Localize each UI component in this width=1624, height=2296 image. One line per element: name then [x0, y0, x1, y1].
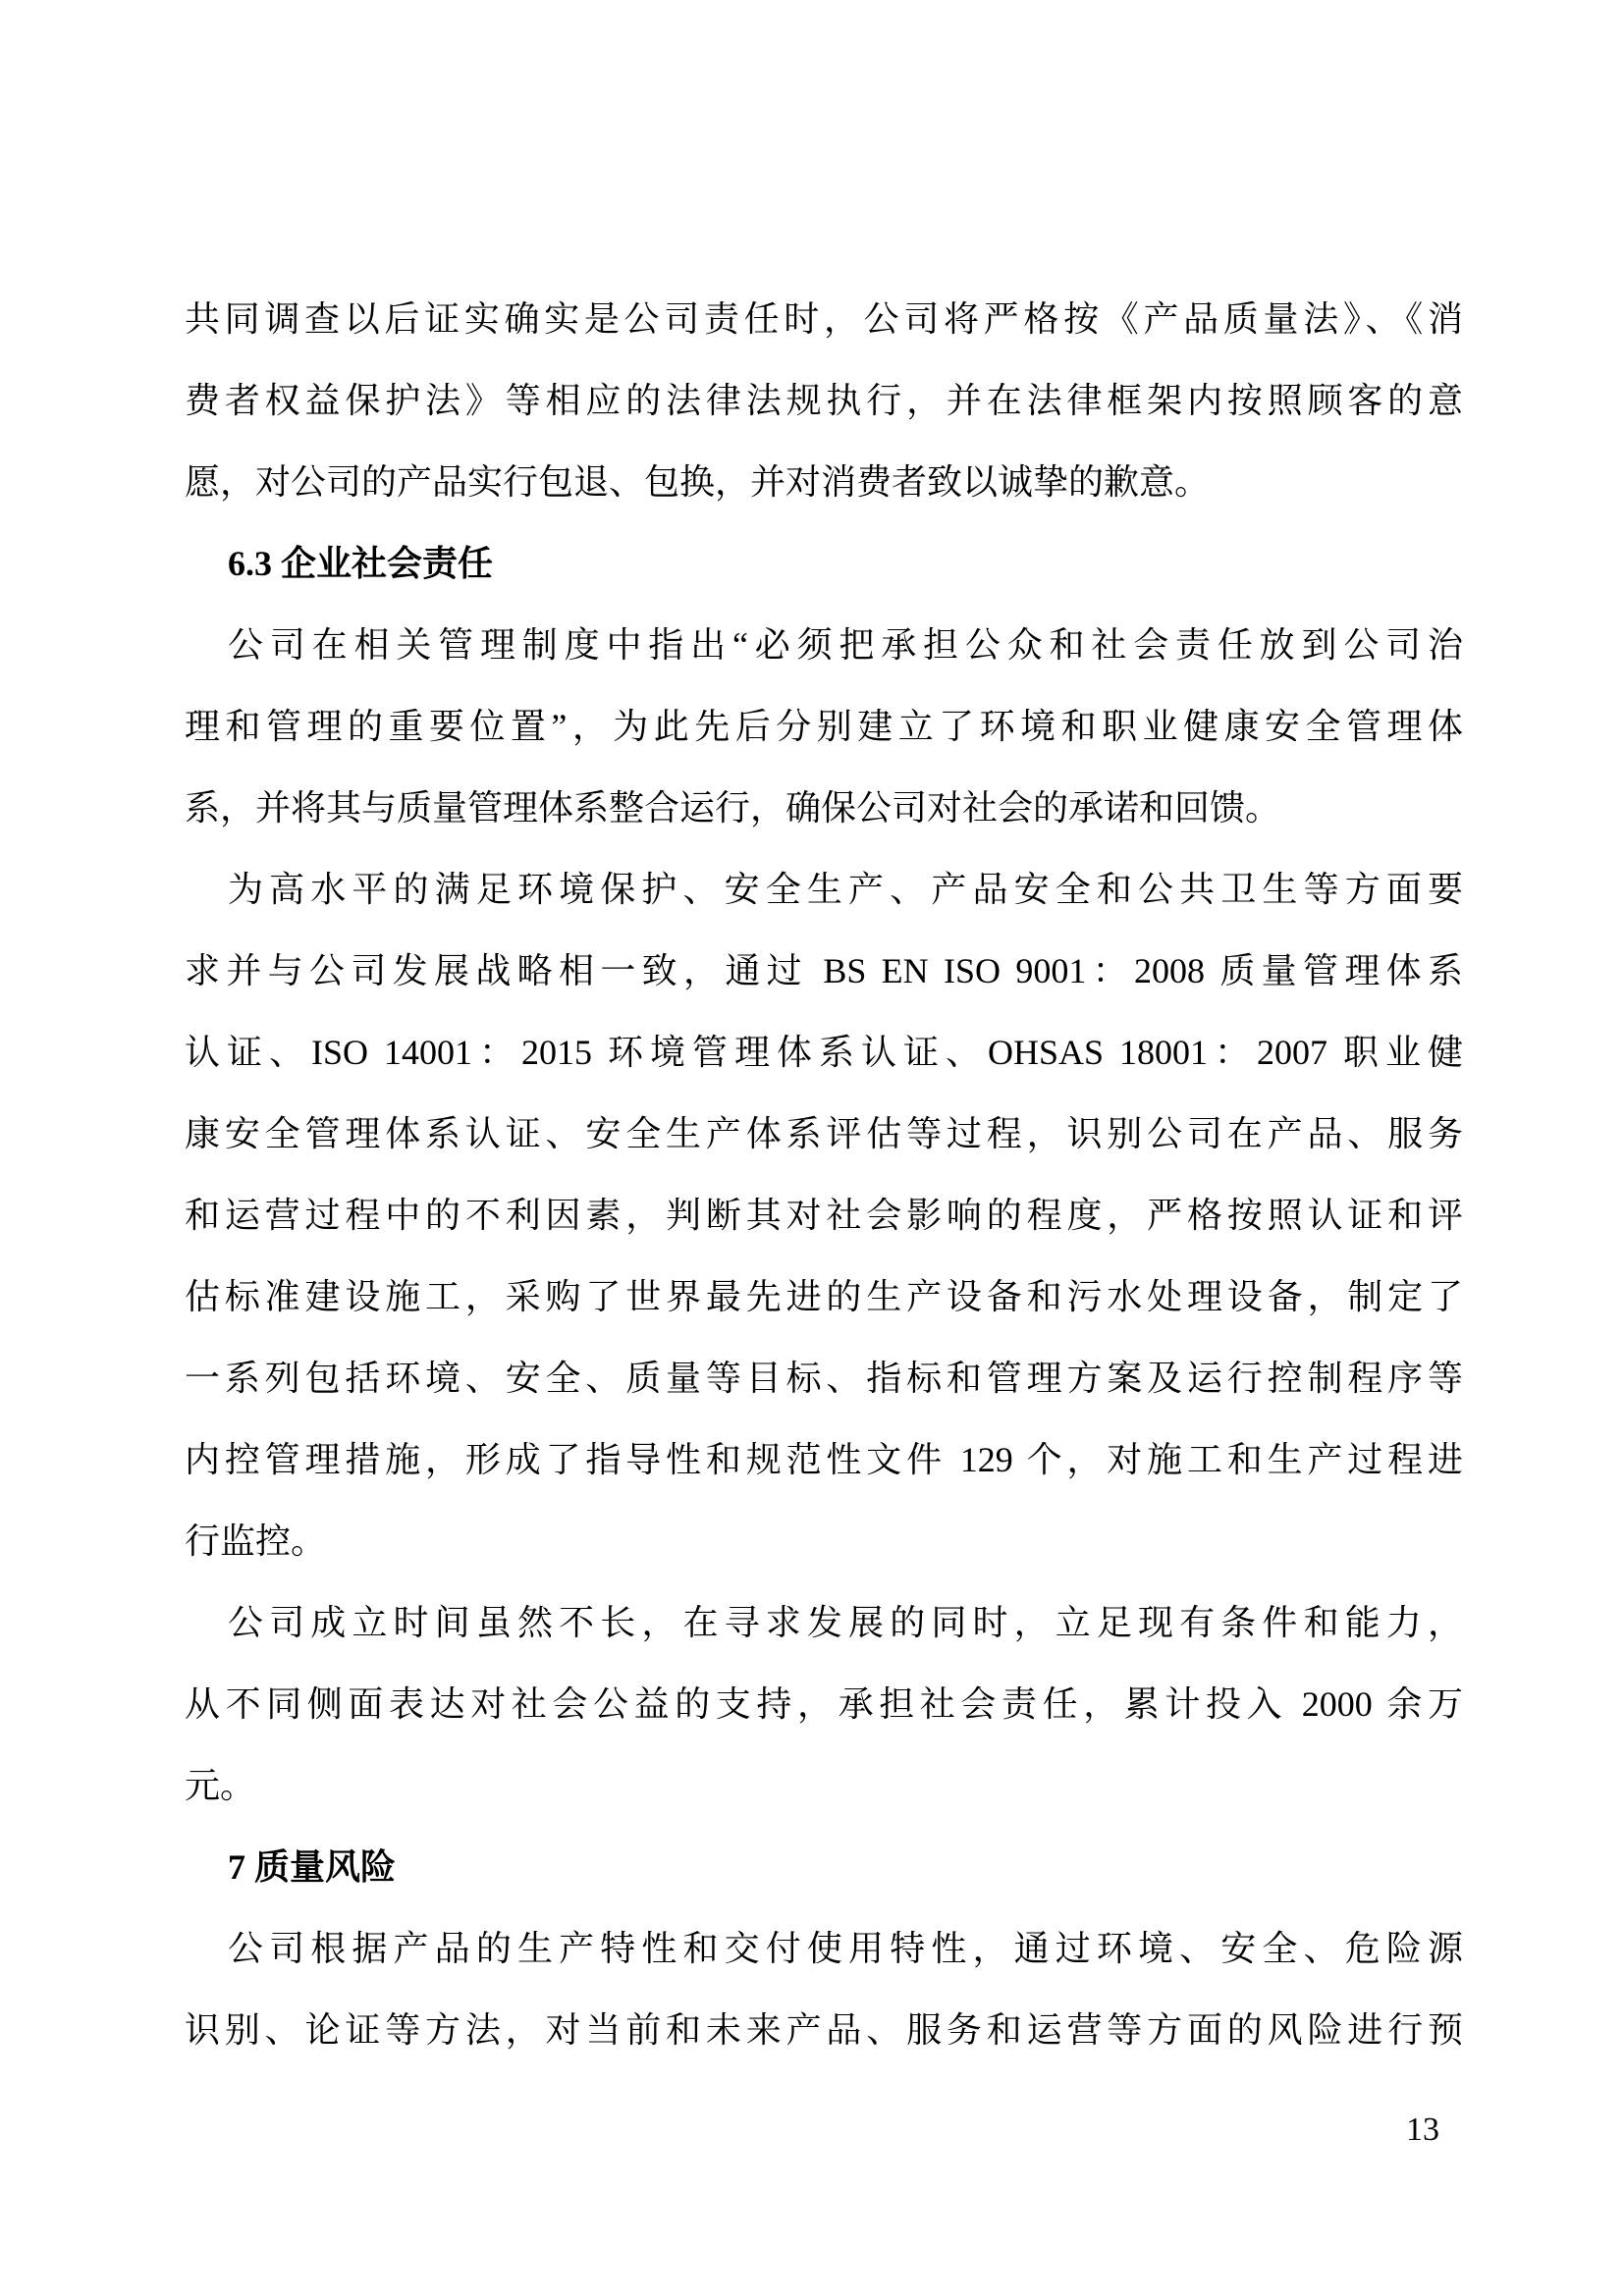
text-line: 元。: [185, 1766, 256, 1805]
text-line: 一系列包括环境、安全、质量等目标、指标和管理方案及运行控制程序等: [185, 1359, 1463, 1398]
text-line: 行监控。: [185, 1522, 327, 1561]
text-line: 从不同侧面表达对社会公益的支持，承担社会责任，累计投入 2000 余万: [185, 1684, 1463, 1724]
section-heading-6-3: 6.3 企业社会责任: [228, 544, 494, 583]
text-line: 共同调查以后证实确实是公司责任时，公司将严格按《产品质量法》、《消: [185, 299, 1463, 339]
text-line: 内控管理措施，形成了指导性和规范性文件 129 个，对施工和生产过程进: [185, 1440, 1463, 1479]
text-line: 系，并将其与质量管理体系整合运行，确保公司对社会的承诺和回馈。: [185, 788, 1281, 828]
text-line: 认证、ISO 14001：2015 环境管理体系认证、OHSAS 18001：2007 职业健: [185, 1033, 1463, 1072]
text-line: 理和管理的重要位置”，为此先后分别建立了环境和职业健康安全管理体: [185, 707, 1463, 746]
text-line: 估标准建设施工，采购了世界最先进的生产设备和污水处理设备，制定了: [185, 1277, 1463, 1316]
text-line: 康安全管理体系认证、安全生产体系评估等过程，识别公司在产品、服务: [185, 1114, 1463, 1153]
text-line: 公司在相关管理制度中指出“必须把承担公众和社会责任放到公司治: [228, 625, 1463, 665]
text-line: 愿，对公司的产品实行包退、包换，并对消费者致以诚挚的歉意。: [185, 462, 1211, 502]
text-line: 求并与公司发展战略相一致，通过 BS EN ISO 9001：2008 质量管理体系: [185, 951, 1463, 990]
text-line: 识别、论证等方法，对当前和未来产品、服务和运营等方面的风险进行预: [185, 2010, 1463, 2050]
document-body: [185, 279, 1463, 2071]
text-line: 公司成立时间虽然不长，在寻求发展的同时，立足现有条件和能力，: [228, 1603, 1463, 1642]
text-line: 为高水平的满足环境保护、安全生产、产品安全和公共卫生等方面要: [228, 870, 1463, 909]
text-line: 公司根据产品的生产特性和交付使用特性，通过环境、安全、危险源: [228, 1929, 1463, 1968]
text-line: 费者权益保护法》等相应的法律法规执行，并在法律框架内按照顾客的意: [185, 381, 1463, 420]
section-heading-7: 7 质量风险: [228, 1847, 397, 1887]
text-line: 和运营过程中的不利因素，判断其对社会影响的程度，严格按照认证和评: [185, 1196, 1463, 1235]
page-number: 13: [1406, 2111, 1439, 2148]
